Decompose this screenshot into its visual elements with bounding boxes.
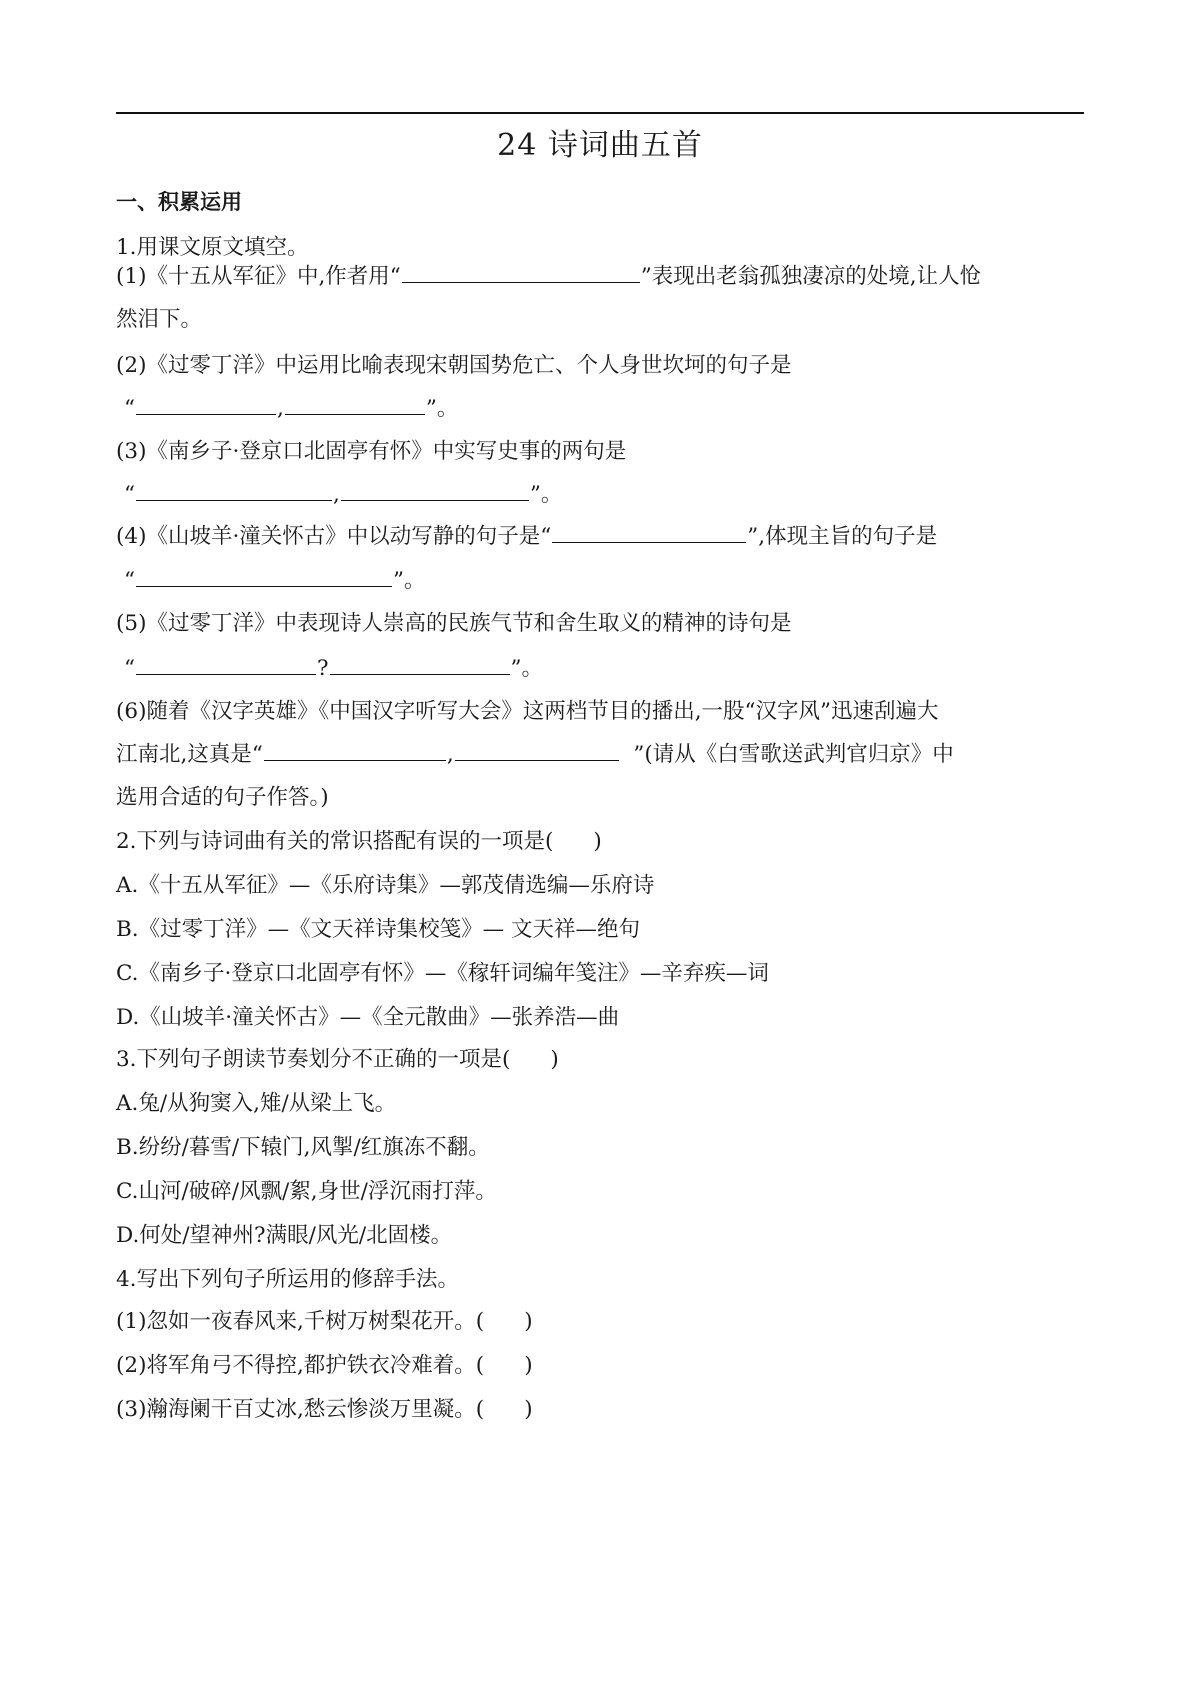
close-quote: ”。 [510,656,544,681]
paren-close: ) [524,1353,533,1378]
open-quote: “ [124,482,135,507]
q1-item-5: (5)《过零丁洋》中表现诗人崇高的民族气节和舍生取义的精神的诗句是 [116,611,792,636]
q1-item-3-blanks [124,478,1094,511]
answer-blank[interactable] [136,478,332,501]
q1-item-1 [116,260,1086,293]
q1-item-6-blanks [116,738,1086,771]
answer-blank[interactable] [136,564,392,587]
q1-item-2: (2)《过零丁洋》中运用比喻表现宋朝国势危亡、个人身世坎坷的句子是 [116,353,792,378]
open-quote: “ [124,396,135,421]
q1-item-6-text-tail: ”(请从《白雪歌送武判官归京》中 [633,742,954,767]
answer-blank[interactable] [136,652,316,675]
q4-item-1 [116,1306,1086,1338]
q1-item-4-text: (4)《山坡羊·潼关怀古》中以动写静的句子是“ [116,524,552,549]
answer-blank[interactable] [330,652,510,675]
comma: , [333,482,340,507]
page-title: 24 诗词曲五首 [497,128,703,163]
q2-option-b: B.《过零丁洋》—《文天祥诗集校笺》— 文天祥—绝句 [116,917,640,942]
q4-item-3 [116,1394,1086,1426]
q1-item-1-cont: 然泪下。 [116,307,203,332]
q1-stem: 1.用课文原文填空。 [116,235,309,260]
q2-stem-text: 2.下列与诗词曲有关的常识搭配有误的一项是( [116,829,554,854]
answer-blank[interactable] [136,392,276,415]
q1-item-4-text-tail: ”,体现主旨的句子是 [747,524,938,549]
q4-item-3-text: (3)瀚海阑干百丈冰,愁云惨淡万里凝。( [116,1397,485,1422]
q4-item-1-text: (1)忽如一夜春风来,千树万树梨花开。( [116,1309,485,1334]
comma: , [446,742,454,767]
q2-option-a: A.《十五从军征》—《乐府诗集》—郭茂倩选编—乐府诗 [116,873,655,898]
q3-stem-text: 3.下列句子朗读节奏划分不正确的一项是( [116,1047,511,1072]
close-quote: ”。 [425,396,459,421]
paren-close: ) [550,1047,559,1072]
q1-item-5-blanks [124,652,1094,685]
comma: , [277,396,284,421]
close-quote: ”。 [529,482,563,507]
q1-item-3: (3)《南乡子·登京口北固亭有怀》中实写史事的两句是 [116,439,627,464]
answer-blank[interactable] [341,478,529,501]
q2-option-c: C.《南乡子·登京口北固亭有怀》—《稼轩词编年笺注》—辛弃疾—词 [116,961,769,986]
answer-blank[interactable] [264,738,446,761]
header-rule [116,112,1084,114]
q2-stem [116,826,1086,858]
q4-stem: 4.写出下列句子所运用的修辞手法。 [116,1267,460,1292]
q3-option-a: A.兔/从狗窦入,雉/从梁上飞。 [116,1091,397,1116]
q1-item-4 [116,520,1086,553]
paren-close: ) [524,1397,533,1422]
q1-item-2-blanks [124,392,1094,425]
section-heading: 一、积累运用 [116,190,242,214]
q1-item-6: (6)随着《汉字英雄》《中国汉字听写大会》这两档节目的播出,一股“汉字风”迅速刮遍大 [116,699,939,724]
q1-item-6-text: 江南北,这真是“ [116,742,263,767]
q1-item-4-blanks [124,564,1094,597]
q3-option-d: D.何处/望神州?满眼/风光/北固楼。 [116,1223,453,1248]
answer-blank[interactable] [285,392,425,415]
q3-option-c: C.山河/破碎/风飘/絮,身世/浮沉雨打萍。 [116,1179,497,1204]
question-mark: ? [317,656,329,681]
q3-stem [116,1044,1086,1076]
answer-blank[interactable] [402,260,640,283]
q2-option-d: D.《山坡羊·潼关怀古》—《全元散曲》—张养浩—曲 [116,1005,620,1030]
paren-close: ) [524,1309,533,1334]
open-quote: “ [124,656,135,681]
q3-option-b: B.纷纷/暮雪/下辕门,风掣/红旗冻不翻。 [116,1135,490,1160]
open-quote: “ [124,568,135,593]
paren-close: ) [593,829,602,854]
answer-blank[interactable] [552,520,746,543]
q4-item-2-text: (2)将军角弓不得控,都护铁衣冷难着。( [116,1353,485,1378]
q1-item-1-text-tail: ”表现出老翁孤独凄凉的处境,让人怆 [640,264,982,289]
q4-item-2 [116,1350,1086,1382]
answer-blank[interactable] [455,738,619,761]
q1-item-6-cont: 选用合适的句子作答。) [116,785,329,810]
q1-item-1-text: (1)《十五从军征》中,作者用“ [116,264,401,289]
close-quote: ”。 [393,568,426,593]
